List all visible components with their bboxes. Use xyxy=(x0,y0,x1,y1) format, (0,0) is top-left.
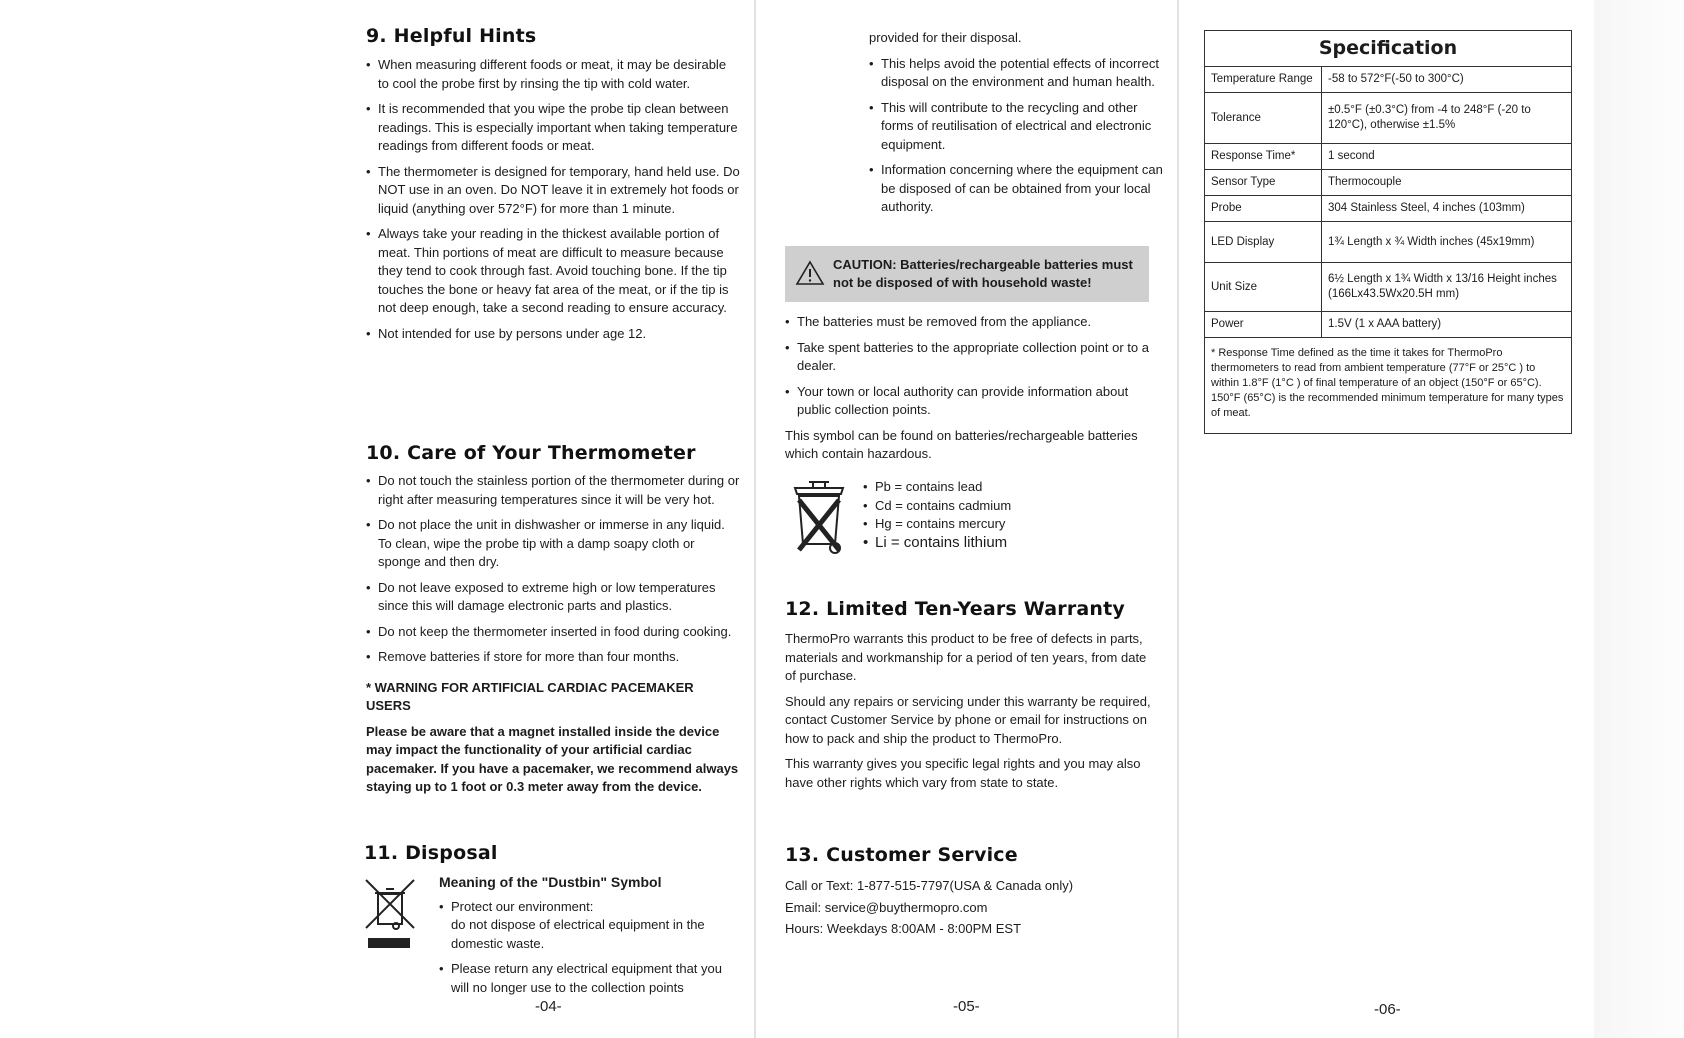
list-item: • Do not touch the stainless portion of the thermometer during or right after measuring temperatures since it will be very hot. xyxy=(366,472,740,509)
list-item: • Hg = contains mercury xyxy=(863,515,1083,534)
dustbin-subtitle: Meaning of the "Dustbin" Symbol xyxy=(439,874,662,890)
crossed-bin-icon xyxy=(364,876,418,957)
care-list xyxy=(366,472,740,804)
list-item: • Do not leave exposed to extreme high or low temperatures since this will damage electronic parts and plastics. xyxy=(366,579,740,616)
hours-text: Hours: Weekdays 8:00AM - 8:00PM EST xyxy=(785,921,1022,936)
list-item: • Information concerning where the equipment can be disposed of can be obtained from your local authority. xyxy=(869,161,1165,217)
service-contact xyxy=(785,875,1165,940)
disposal-block xyxy=(439,873,743,1004)
table-row: Response Time* 1 second xyxy=(1205,144,1572,170)
list-item: • Your town or local authority can provide information about public collection points. xyxy=(785,383,1163,420)
list-item: • The batteries must be removed from the appliance. xyxy=(785,313,1163,332)
list-item: • This will contribute to the recycling and other forms of reutilisation of electrical and electronic equipment. xyxy=(869,99,1165,155)
symbol-text: This symbol can be found on batteries/rechargeable batteries which contain hazardous. xyxy=(785,427,1138,461)
list-item: • Li = contains lithium xyxy=(863,534,1083,553)
table-row: Sensor Type Thermocouple xyxy=(1205,170,1572,196)
section-title-care: 10. Care of Your Thermometer xyxy=(366,442,696,464)
list-item: • Protect our environment: do not dispose of electrical equipment in the domestic waste. xyxy=(439,898,743,954)
page-04 xyxy=(0,0,754,1038)
email-text: Email: service@buythermopro.com xyxy=(785,899,988,915)
list-item: • It is recommended that you wipe the probe tip clean between readings. This is especially important when taking temperature readings from different foods or meat. xyxy=(366,100,740,156)
list-item: • When measuring different foods or meat, it may be desirable to cool the probe first by rinsing the tip with cold water. xyxy=(366,56,740,93)
caution-box xyxy=(785,246,1149,302)
hints-list xyxy=(366,56,740,350)
list-item: • The thermometer is designed for temporary, hand held use. Do NOT use in an oven. Do NOT leave it in extremely hot foods or liquid (anything over 572°F) for more than 1 minute. xyxy=(366,163,740,219)
table-row: Power 1.5V (1 x AAA battery) xyxy=(1205,312,1572,338)
section-title-service: 13. Customer Service xyxy=(785,844,1018,866)
pacemaker-warning-text: Please be aware that a magnet installed inside the device may impact the functionality of your artificial cardiac pacemaker. If you have a pacemaker, we recommend always staying up to 1 foot or 0.3 meter away from the device. xyxy=(366,723,739,794)
caution-text: CAUTION: Batteries/rechargeable batteries must not be disposed of with household waste! xyxy=(833,257,1133,290)
page-06 xyxy=(1178,0,1594,1038)
list-item: • Do not place the unit in dishwasher or immerse in any liquid. To clean, wipe the probe tip with a damp soapy cloth or sponge and then dry. xyxy=(366,516,740,572)
section-title-hints: 9. Helpful Hints xyxy=(366,25,537,47)
paragraph: This warranty gives you specific legal rights and you may also have other rights which vary from state to state. xyxy=(785,756,1141,790)
section-title-warranty: 12. Limited Ten-Years Warranty xyxy=(785,598,1126,620)
back-page-edge xyxy=(1594,0,1684,1038)
phone-text: Call or Text: 1-877-515-7797(USA & Canada only) xyxy=(785,878,1074,893)
table-row xyxy=(1205,338,1572,434)
list-item: • This helps avoid the potential effects of incorrect disposal on the environment and human health. xyxy=(869,55,1165,92)
section-title-disposal: 11. Disposal xyxy=(364,842,498,864)
paragraph: ThermoPro warrants this product to be free of defects in parts, materials and workmanship for a period of ten years, from date of purchase. xyxy=(785,631,1147,683)
table-row: Tolerance ±0.5°F (±0.3°C) from -4 to 248°F (-20 to 120°C), otherwise ±1.5% xyxy=(1205,93,1572,144)
disposal-continued xyxy=(869,29,1165,224)
spec-note: * Response Time defined as the time it takes for ThermoPro thermometers to read from ambient temperature (77°F or 25°C ) to within 1.8°F (1°C ) of final temperature of an object (150°F or 65°C). 150°F (65°C) is the recommended minimum temperature for many types of meat. xyxy=(1205,338,1572,434)
list-item: • Remove batteries if store for more than four months. xyxy=(366,648,740,667)
list-item: • Always take your reading in the thickest available portion of meat. Thin portions of meat are difficult to measure because they tend to cook through fast. Avoid touching bone. If the tip touches the bone or heavy fat area of the meat, or if the tip is not deep enough, take a second reading to ensure accuracy. xyxy=(366,225,740,318)
chem-list xyxy=(863,478,1083,552)
list-item: • Cd = contains cadmium xyxy=(863,497,1083,516)
table-row: Temperature Range -58 to 572°F(-50 to 300°C) xyxy=(1205,67,1572,93)
battery-block xyxy=(785,313,1163,471)
table-row: Unit Size 6½ Length x 1¾ Width x 13/16 Height inches (166Lx43.5Wx20.5H mm) xyxy=(1205,263,1572,312)
page-05 xyxy=(755,0,1177,1038)
table-row: Probe 304 Stainless Steel, 4 inches (103mm) xyxy=(1205,196,1572,222)
warranty-text xyxy=(785,630,1157,799)
paragraph: Should any repairs or servicing under this warranty be required, contact Customer Service by phone or email for instructions on how to pack and ship the product to ThermoPro. xyxy=(785,693,1151,746)
crossed-battery-bin-icon xyxy=(785,478,853,563)
pacemaker-warning-title: * WARNING FOR ARTIFICIAL CARDIAC PACEMAKER USERS xyxy=(366,679,694,713)
page-number: -05- xyxy=(953,998,980,1015)
spec-table xyxy=(1204,30,1572,434)
warning-triangle-icon xyxy=(795,260,825,291)
page-number: -06- xyxy=(1374,1001,1401,1018)
list-item: • Pb = contains lead xyxy=(863,478,1083,497)
continued-text: provided for their disposal. xyxy=(869,30,1022,45)
spec-title: Specification xyxy=(1205,31,1572,67)
list-item: • Take spent batteries to the appropriate collection point or to a dealer. xyxy=(785,339,1163,376)
table-row: LED Display 1¾ Length x ¾ Width inches (45x19mm) xyxy=(1205,222,1572,263)
list-item: • Do not keep the thermometer inserted in food during cooking. xyxy=(366,623,740,642)
page-number: -04- xyxy=(535,998,562,1015)
list-item: • Not intended for use by persons under age 12. xyxy=(366,325,740,344)
list-item: • Please return any electrical equipment that you will no longer use to the collection points xyxy=(439,960,743,997)
